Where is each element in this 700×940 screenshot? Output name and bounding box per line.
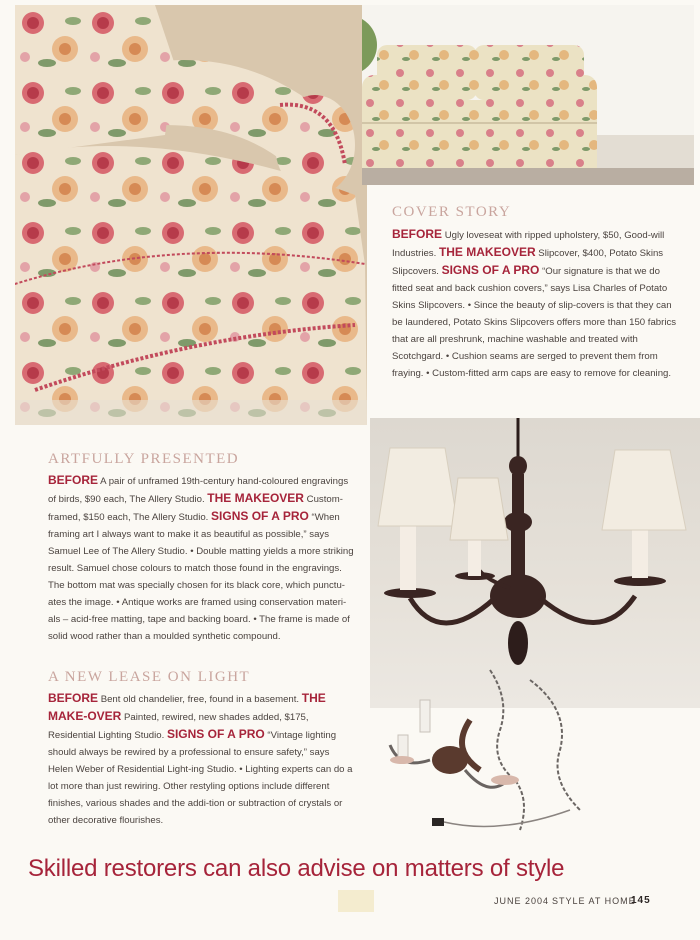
new-lease-heading: A NEW LEASE ON LIGHT <box>48 669 251 685</box>
lease-pro-text: “Vintage lighting should always be rewired by a professional to ensure safety,” says Helen Weber of Residential Light-ing Studio. • Lighting experts can do a lot more than just rewiring. Other restyling options include different finishes, various shades and the addi-tion or subtraction of crystals or other decorative flourishes. <box>48 730 353 826</box>
floral-armchair-illustration <box>15 5 367 425</box>
lease-makeover-text: Painted, rewired, new shades added, $175, Residential Lighting Studio. <box>48 712 309 741</box>
cover-before-text: Ugly loveseat with ripped upholstery, $50, Good-will Industries. <box>392 230 665 259</box>
cover-makeover-label: THE MAKEOVER <box>438 245 536 259</box>
armchair-photo <box>15 5 367 425</box>
artfully-pro-text: “When framing art I always want to make it as beautiful as possible,” says Samuel Lee of The Allery Studio. • Double matting yields a more striking result. Samuel chose colours to match those found in the engravings. The bottom mat was specially chosen for its black core, which punctu-ates the image. • Antique works are framed using conservation materi-als – acid-free matting, tape and backing board. • The frame is made of solid wood rather than a moulded synthetic compound. <box>48 512 354 642</box>
cover-makeover-text: Slipcover, $400, Potato Skins Slipcovers. <box>392 248 664 277</box>
chandelier-before-photo <box>370 660 600 840</box>
artfully-before-text: A pair of unframed 19th-century hand-coloured engravings of birds, $90 each, The Allery Studio. <box>48 476 349 505</box>
new-lease-body <box>48 690 354 829</box>
cover-story-body <box>392 226 680 382</box>
pull-caption: Skilled restorers can also advise on matters of style <box>28 855 565 882</box>
lease-pro-label: SIGNS OF A PRO <box>166 727 265 741</box>
cover-before-label: BEFORE <box>392 227 443 241</box>
tape-mark <box>338 890 374 912</box>
artfully-pro-label: SIGNS OF A PRO <box>211 509 309 523</box>
footer-issue: JUNE 2004 <box>494 896 550 906</box>
cover-story-heading: COVER STORY <box>392 204 512 220</box>
artfully-body <box>48 472 354 645</box>
floral-loveseat-illustration <box>362 5 694 185</box>
artfully-makeover-label: THE MAKEOVER <box>207 491 304 505</box>
lease-before-label: BEFORE <box>48 691 99 705</box>
lease-before-text: Bent old chandelier, free, found in a basement. <box>100 694 300 705</box>
artfully-heading: ARTFULLY PRESENTED <box>48 451 240 467</box>
footer-magazine: STYLE AT HOME <box>552 896 636 906</box>
loveseat-photo <box>362 5 694 185</box>
old-chandelier-illustration <box>370 660 600 840</box>
lease-makeover-label: THE MAKE-OVER <box>48 691 326 723</box>
page-number: 145 <box>631 895 651 906</box>
artfully-makeover-text: Custom-framed, $150 each, The Allery Studio. <box>48 494 343 523</box>
artfully-before-label: BEFORE <box>48 473 99 487</box>
cover-pro-label: SIGNS OF A PRO <box>441 263 540 277</box>
cover-pro-text: “Our signature is that we do fitted seat and back cushion covers,” says Lisa Charles of Potato Skins Slipcovers. • Since the beauty of slip-covers is that they can be laundered, Potato Skins Slipcovers offers more than 150 fabrics that are all preshrunk, machine washable and treated with Scotchgard. • Cushion seams are serged to prevent them from fraying. • Custom-fitted arm caps are easy to remove for cleaning. <box>392 266 677 379</box>
